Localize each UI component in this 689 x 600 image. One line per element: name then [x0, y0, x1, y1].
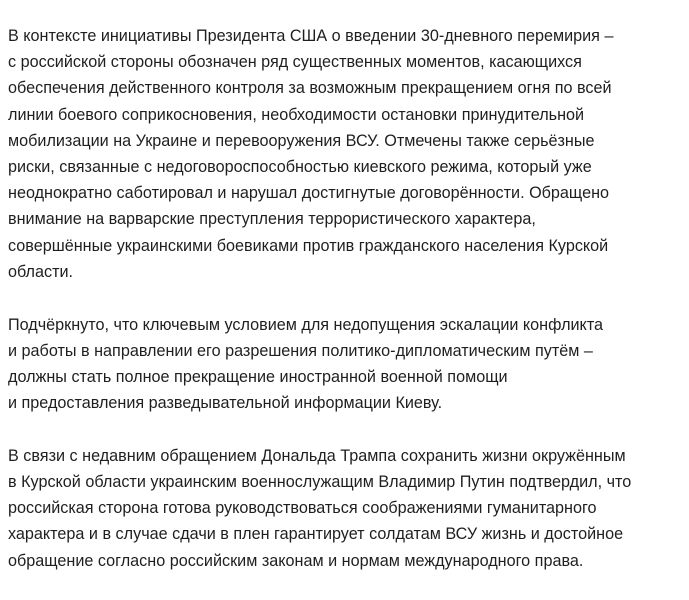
text-line: в Курской области украинским военнослужащим Владимир Путин подтвердил, что — [8, 473, 632, 492]
text-line: характера и в случае сдачи в плен гарантирует солдатам ВСУ жизнь и достойное — [8, 525, 624, 544]
text-line: должны стать полное прекращение иностранной военной помощи — [8, 367, 508, 386]
article-body — [8, 23, 683, 600]
paragraph-1 — [8, 23, 683, 285]
text-line: обеспечения действенного контроля за возможным прекращением огня по всей — [8, 79, 612, 98]
text-line: и предоставления разведывательной информации Киеву. — [8, 394, 443, 413]
text-line: совершённые украинскими боевиками против гражданского населения Курской — [8, 236, 609, 255]
text-line: неоднократно саботировал и нарушал достигнутые договорённости. Обращено — [8, 184, 610, 203]
text-line: внимание на варварские преступления террористического характера, — [8, 210, 536, 229]
text-line: российская сторона готова руководствоваться соображениями гуманитарного — [8, 499, 597, 518]
text-line: Подчёркнуто, что ключевым условием для недопущения эскалации конфликта — [8, 315, 604, 334]
text-line: мобилизации на Украине и перевооружения ВСУ. Отмечены также серьёзные — [8, 131, 595, 150]
paragraph-3 — [8, 443, 683, 574]
text-line: риски, связанные с недоговороспособностью киевского режима, который уже — [8, 158, 592, 177]
text-line: В связи с недавним обращением Дональда Трампа сохранить жизни окружённым — [8, 446, 626, 465]
text-line: обращение согласно российским законам и нормам международного права. — [8, 551, 584, 570]
text-line: В контексте инициативы Президента США о введении 30-дневного перемирия – — [8, 27, 614, 45]
paragraph-2 — [8, 312, 683, 417]
text-line: линии боевого соприкосновения, необходимости остановки принудительной — [8, 105, 585, 124]
text-line: области. — [8, 262, 74, 281]
text-line: и работы в направлении его разрешения политико-дипломатическим путём – — [8, 341, 593, 360]
text-line: с российской стороны обозначен ряд существенных моментов, касающихся — [8, 53, 582, 72]
